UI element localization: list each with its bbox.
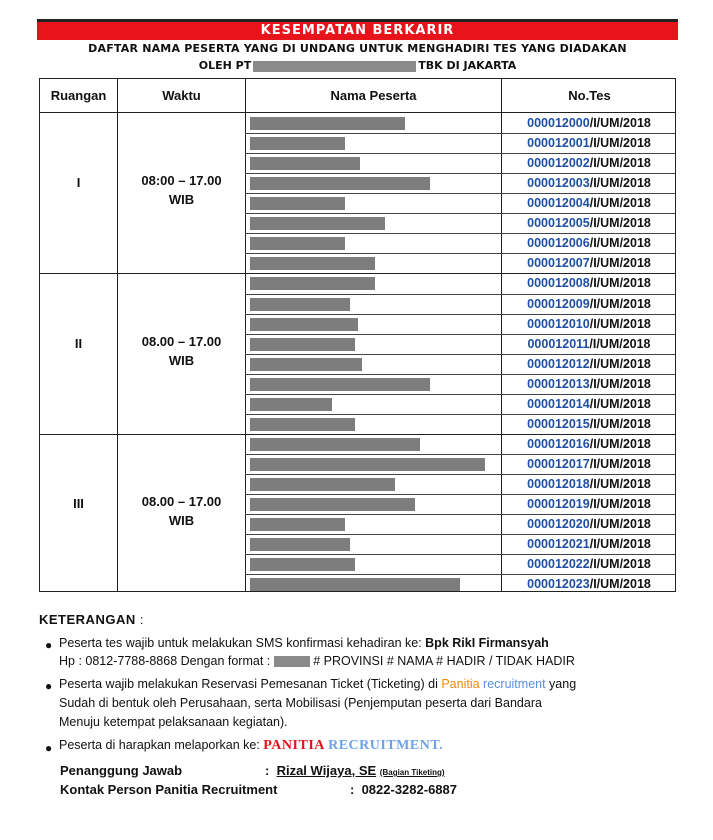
recruitment-label: RECRUITMENT (324, 738, 440, 753)
participant-name-redacted (250, 318, 358, 331)
test-number-value: 000012010 (527, 316, 590, 331)
test-number (501, 133, 677, 153)
contact-name: Bpk RikI Firmansyah (425, 636, 549, 650)
test-number-value: 000012001 (527, 136, 590, 151)
responsible-name: Rizal Wijaya, SE (276, 763, 377, 778)
test-number (501, 514, 677, 534)
test-number-value: 000012015 (527, 416, 590, 431)
test-number-suffix: /I/UM/2018 (589, 557, 651, 572)
header-ruangan: Ruangan (50, 88, 107, 103)
test-number (501, 253, 677, 273)
notes-title-colon: : (135, 612, 144, 627)
note-2-line-2: Sudah di bentuk oleh Perusahaan, serta Mobilisasi (Penjemputan peserta dari Bandara (59, 696, 542, 710)
test-number (501, 574, 677, 594)
test-number (501, 494, 677, 514)
room-number: II (74, 335, 83, 351)
header-no-tes: No.Tes (568, 88, 611, 103)
test-number-value: 000012011 (527, 336, 590, 351)
test-number-value: 000012020 (527, 517, 590, 532)
test-number (501, 294, 677, 314)
company-prefix: OLEH PT (198, 59, 252, 72)
note-2-line-1 (59, 677, 576, 691)
participant-name-redacted (250, 358, 362, 371)
note-1-line-2 (59, 654, 575, 668)
responsible-person-line (60, 763, 445, 778)
test-number-value: 000012003 (527, 176, 590, 191)
test-number-suffix: /I/UM/2018 (589, 517, 651, 532)
bullet-icon: ● (45, 638, 53, 652)
test-number-value: 000012012 (527, 356, 590, 371)
test-number-suffix: /I/UM/2018 (589, 457, 651, 472)
room-number: III (73, 496, 84, 512)
responsible-dept: (Bagian Tiketing) (379, 768, 445, 777)
test-number-value: 000012004 (527, 196, 590, 211)
participant-name-redacted (250, 217, 385, 230)
participant-name-redacted (250, 137, 345, 150)
banner-title: KESEMPATAN BERKARIR (37, 19, 678, 40)
header-nama-peserta: Nama Peserta (330, 88, 417, 103)
participant-name-redacted (250, 438, 420, 451)
test-number-suffix: /I/UM/2018 (589, 436, 651, 451)
test-number-value: 000012000 (527, 116, 590, 130)
test-number-suffix: /I/UM/2018 (589, 296, 651, 311)
participant-name-redacted (250, 538, 350, 551)
timezone: WIB (168, 513, 195, 529)
note-text: Peserta di harapkan melaporkan ke: (59, 738, 264, 752)
timezone: WIB (168, 352, 195, 368)
note-text: Peserta wajib melakukan Reservasi Pemesanan Ticket (Ticketing) di (59, 677, 442, 691)
test-number (501, 374, 677, 394)
test-number (501, 213, 677, 233)
test-number-suffix: /I/UM/2018 (589, 176, 651, 191)
note-1-line-1 (59, 636, 549, 650)
notes-title (39, 612, 679, 627)
test-number-value: 000012023 (527, 577, 590, 592)
test-number (501, 414, 677, 434)
test-number-suffix: /I/UM/2018 (589, 216, 651, 231)
test-number-suffix: /I/UM/2018 (589, 276, 651, 291)
participant-name-redacted (250, 338, 355, 351)
test-number-value: 000012014 (527, 396, 590, 411)
time-range: 08:00 – 17.00 (141, 173, 222, 189)
test-number (501, 434, 677, 454)
test-number-suffix: /I/UM/2018 (589, 316, 651, 331)
contact-person-line (60, 782, 457, 797)
note-text: yang (545, 677, 577, 691)
test-number-suffix: /I/UM/2018 (589, 236, 651, 251)
room-number: I (76, 175, 81, 191)
test-number-value: 000012002 (527, 156, 590, 171)
notes-section (39, 612, 679, 755)
bullet-icon: ● (45, 679, 53, 693)
table-header-row (40, 79, 675, 113)
participant-name-redacted (250, 197, 345, 210)
test-number-value: 000012005 (527, 216, 590, 231)
test-number-suffix: /I/UM/2018 (589, 356, 651, 371)
test-number (501, 454, 677, 474)
note-2-line-3: Menuju ketempat pelaksanaan kegiatan). (59, 715, 288, 729)
participant-name-redacted (250, 378, 430, 391)
test-number-value: 000012009 (527, 296, 590, 311)
test-number-suffix: /I/UM/2018 (589, 116, 651, 130)
test-number (501, 334, 677, 354)
test-number-suffix: /I/UM/2018 (589, 376, 651, 391)
company-name-redacted (253, 61, 416, 72)
participant-name-redacted (250, 498, 415, 511)
test-number-suffix: /I/UM/2018 (589, 256, 651, 271)
test-number (501, 233, 677, 253)
test-number-value: 000012021 (527, 537, 590, 552)
participant-name-redacted (250, 458, 485, 471)
colon: : (265, 763, 270, 778)
test-number (501, 193, 677, 213)
test-number (501, 314, 677, 334)
participant-name-redacted (250, 117, 405, 130)
participant-name-redacted (250, 298, 350, 311)
company-suffix: TBK DI JAKARTA (418, 59, 517, 72)
time-slot (118, 332, 245, 370)
colon: : (350, 782, 355, 797)
note-text: Hp : 0812-7788-8868 Dengan format : (59, 654, 274, 668)
time-slot (118, 492, 245, 530)
test-number (501, 394, 677, 414)
timezone: WIB (168, 192, 195, 208)
bullet-icon: ● (45, 741, 53, 755)
format-code-redacted (274, 656, 310, 667)
participant-name-redacted (250, 478, 395, 491)
test-number-value: 000012019 (527, 497, 590, 512)
test-number-value: 000012017 (527, 457, 590, 472)
recruitment-dot: . (439, 738, 444, 753)
participant-name-redacted (250, 177, 430, 190)
participant-name-redacted (250, 237, 345, 250)
test-number-value: 000012008 (527, 276, 590, 291)
header-waktu: Waktu (162, 88, 201, 103)
time-range: 08.00 – 17.00 (141, 494, 222, 510)
test-number-suffix: /I/UM/2018 (589, 477, 651, 492)
test-number (501, 534, 677, 554)
test-number-suffix: /I/UM/2018 (589, 136, 651, 151)
test-number (501, 554, 677, 574)
note-3-line-1 (59, 738, 443, 754)
participant-name-redacted (250, 398, 332, 411)
test-number-value: 000012013 (527, 376, 590, 391)
contact-phone: 0822-3282-6887 (361, 782, 457, 797)
test-number-suffix: /I/UM/2018 (589, 196, 651, 211)
test-number (501, 173, 677, 193)
time-range: 08.00 – 17.00 (141, 333, 222, 349)
participant-name-redacted (250, 518, 345, 531)
time-slot (118, 171, 245, 209)
test-number-suffix: /I/UM/2018 (589, 497, 651, 512)
note-text: # PROVINSI # NAMA # HADIR / TIDAK HADIR (309, 654, 575, 668)
test-number-value: 000012022 (527, 557, 590, 572)
note-text: Peserta tes wajib untuk melakukan SMS konfirmasi kehadiran ke: (59, 636, 426, 650)
participant-name-redacted (250, 157, 360, 170)
test-number-value: 000012016 (527, 436, 590, 451)
test-number (501, 354, 677, 374)
test-number (501, 113, 677, 133)
test-number-suffix: /I/UM/2018 (589, 156, 651, 171)
test-number-value: 000012006 (527, 236, 590, 251)
test-number-suffix: /I/UM/2018 (589, 577, 651, 592)
document-subtitle: DAFTAR NAMA PESERTA YANG DI UNDANG UNTUK MENGHADIRI TES YANG DIADAKAN (88, 42, 627, 55)
test-number-value: 000012007 (527, 256, 590, 271)
test-number-suffix: /I/UM/2018 (589, 537, 651, 552)
test-number (501, 474, 677, 494)
document-subtitle-company (37, 59, 678, 72)
participant-name-redacted (250, 257, 375, 270)
test-number-suffix: /I/UM/2018 (589, 416, 651, 431)
contact-label: Kontak Person Panitia Recruitment (60, 782, 278, 797)
panitia-label: PANITIA (263, 738, 325, 753)
participant-name-redacted (250, 418, 355, 431)
participant-table (39, 78, 676, 592)
responsible-label: Penanggung Jawab (60, 763, 183, 778)
participant-name-redacted (250, 578, 460, 591)
panitia-word: Panitia (441, 677, 480, 691)
test-number-suffix: /I/UM/2018 (589, 396, 651, 411)
notes-title-text: KETERANGAN (39, 612, 136, 627)
test-number-value: 000012018 (527, 477, 590, 492)
test-number-suffix: /I/UM/2018 (589, 336, 651, 351)
recruitment-word: recruitment (479, 677, 546, 691)
test-number (501, 153, 677, 173)
participant-name-redacted (250, 277, 375, 290)
participant-name-redacted (250, 558, 355, 571)
test-number (501, 273, 677, 293)
